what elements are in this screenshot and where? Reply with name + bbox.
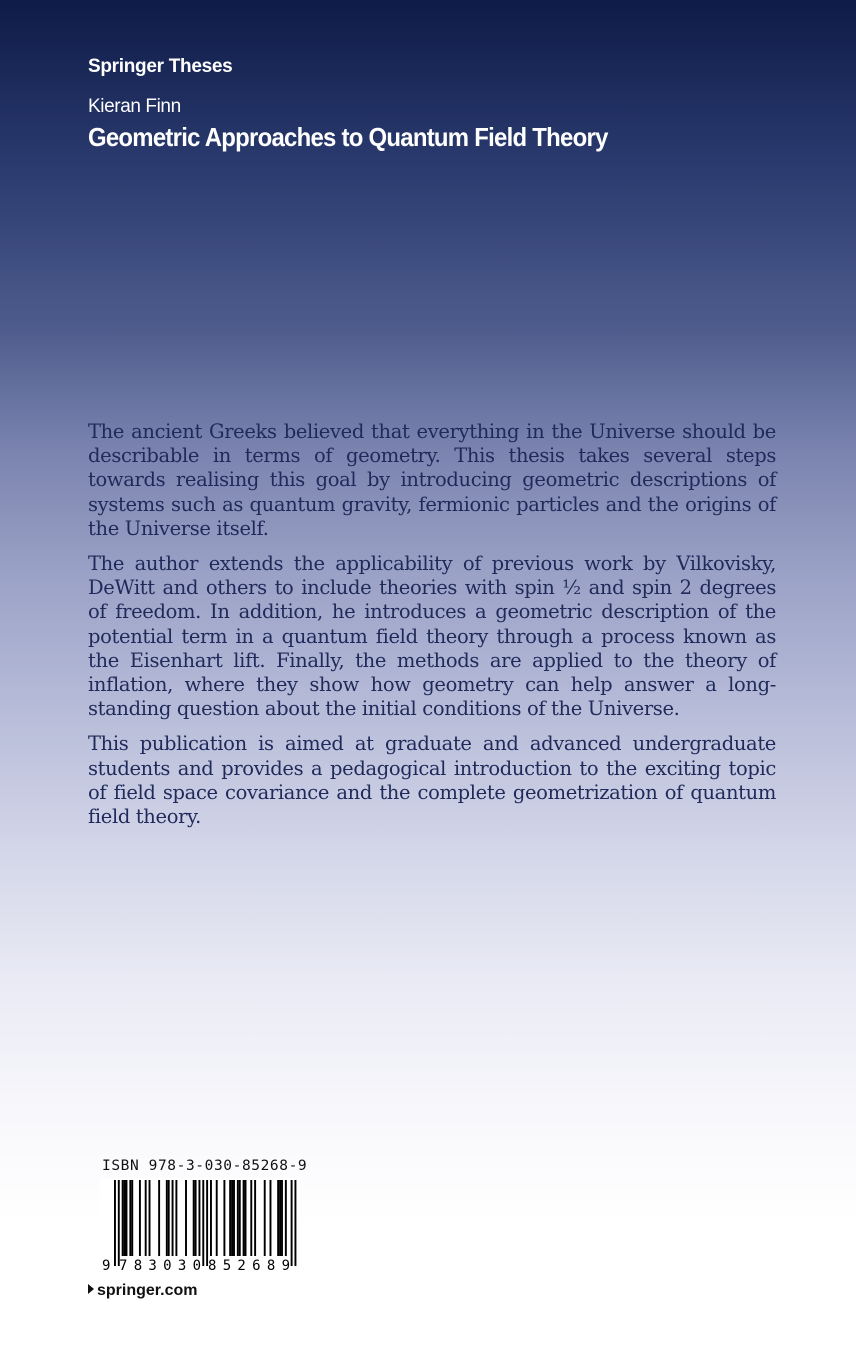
isbn-label: ISBN 978-3-030-85268-9: [102, 1158, 308, 1174]
barcode-bar: [149, 1180, 151, 1256]
barcode-bar: [175, 1180, 177, 1256]
barcode-bar: [185, 1180, 187, 1256]
publisher-website[interactable]: [88, 1282, 197, 1300]
blurb-paragraph-2: The author extends the applicability of previous work by Vilkovisky, DeWitt and others to include theories with spin ½ and spin 2 degrees of freedom. In addition, he introduces a geometric description of the potential term in a quantum field theory through a process known as the Eisenhart lift. Finally, the methods are applied to the theory of inflation, where they show how geometry can help answer a long-standing question about the initial conditions of the Universe.: [88, 552, 776, 721]
barcode-bar: [206, 1180, 208, 1266]
barcode-bar: [129, 1180, 131, 1256]
barcode-bar: [294, 1180, 296, 1266]
back-cover-blurb: [88, 420, 776, 840]
barcode-bar: [229, 1180, 231, 1256]
barcode-bar: [254, 1180, 256, 1256]
barcode-graphic: [100, 1178, 300, 1274]
barcode-bar: [118, 1180, 120, 1266]
barcode-right-digits: 852689: [208, 1258, 290, 1274]
barcode-bar: [239, 1180, 241, 1256]
book-title: Geometric Approaches to Quantum Field Theory: [88, 122, 608, 152]
barcode-bar: [172, 1180, 174, 1256]
barcode-bar: [122, 1180, 124, 1256]
barcode-bar: [277, 1180, 279, 1256]
series-name: Springer Theses: [88, 56, 233, 77]
barcode-bar: [158, 1180, 160, 1256]
blurb-paragraph-1: The ancient Greeks believed that everything in the Universe should be describable in terms of geometry. This thesis takes several steps towards realising this goal by introducing geometric descriptions of systems such as quantum gravity, fermionic particles and the origins of the Universe itself.: [88, 420, 776, 540]
barcode-bar: [126, 1180, 128, 1256]
barcode-bar: [202, 1180, 204, 1266]
barcode-bar: [279, 1180, 281, 1256]
barcode-bar: [250, 1180, 252, 1256]
author-name: Kieran Finn: [88, 96, 181, 117]
barcode-bar: [285, 1180, 287, 1256]
barcode-bar: [145, 1180, 147, 1256]
barcode-bar: [198, 1180, 200, 1256]
barcode-bar: [166, 1180, 168, 1256]
barcode-bar: [216, 1180, 218, 1256]
barcode-bar: [281, 1180, 283, 1256]
barcode-bar: [210, 1180, 212, 1256]
barcode-bar: [237, 1180, 239, 1256]
barcode-bar: [245, 1180, 247, 1256]
barcode-first-digit: 9: [102, 1258, 111, 1274]
barcode-bar: [139, 1180, 141, 1256]
isbn-barcode: [100, 1178, 300, 1274]
barcode-bar: [223, 1180, 225, 1256]
barcode-bar: [114, 1180, 116, 1266]
website-label: springer.com: [97, 1282, 198, 1299]
barcode-bar: [168, 1180, 170, 1256]
arrow-icon: [88, 1284, 94, 1294]
barcode-bar: [270, 1180, 272, 1256]
barcode-bar: [291, 1180, 293, 1266]
blurb-paragraph-3: This publication is aimed at graduate and advanced undergraduate students and provides a pedagogical introduction to the exciting topic of field space covariance and the complete geometrization of quantum field theory.: [88, 732, 776, 829]
barcode-bar: [243, 1180, 245, 1256]
barcode-bar: [193, 1180, 195, 1256]
barcode-bar: [195, 1180, 197, 1256]
barcode-bar: [233, 1180, 235, 1256]
barcode-bar: [131, 1180, 133, 1256]
barcode-bar: [124, 1180, 126, 1256]
barcode-left-digits: 783030: [119, 1258, 201, 1274]
barcode-bar: [264, 1180, 266, 1256]
barcode-bar: [231, 1180, 233, 1256]
